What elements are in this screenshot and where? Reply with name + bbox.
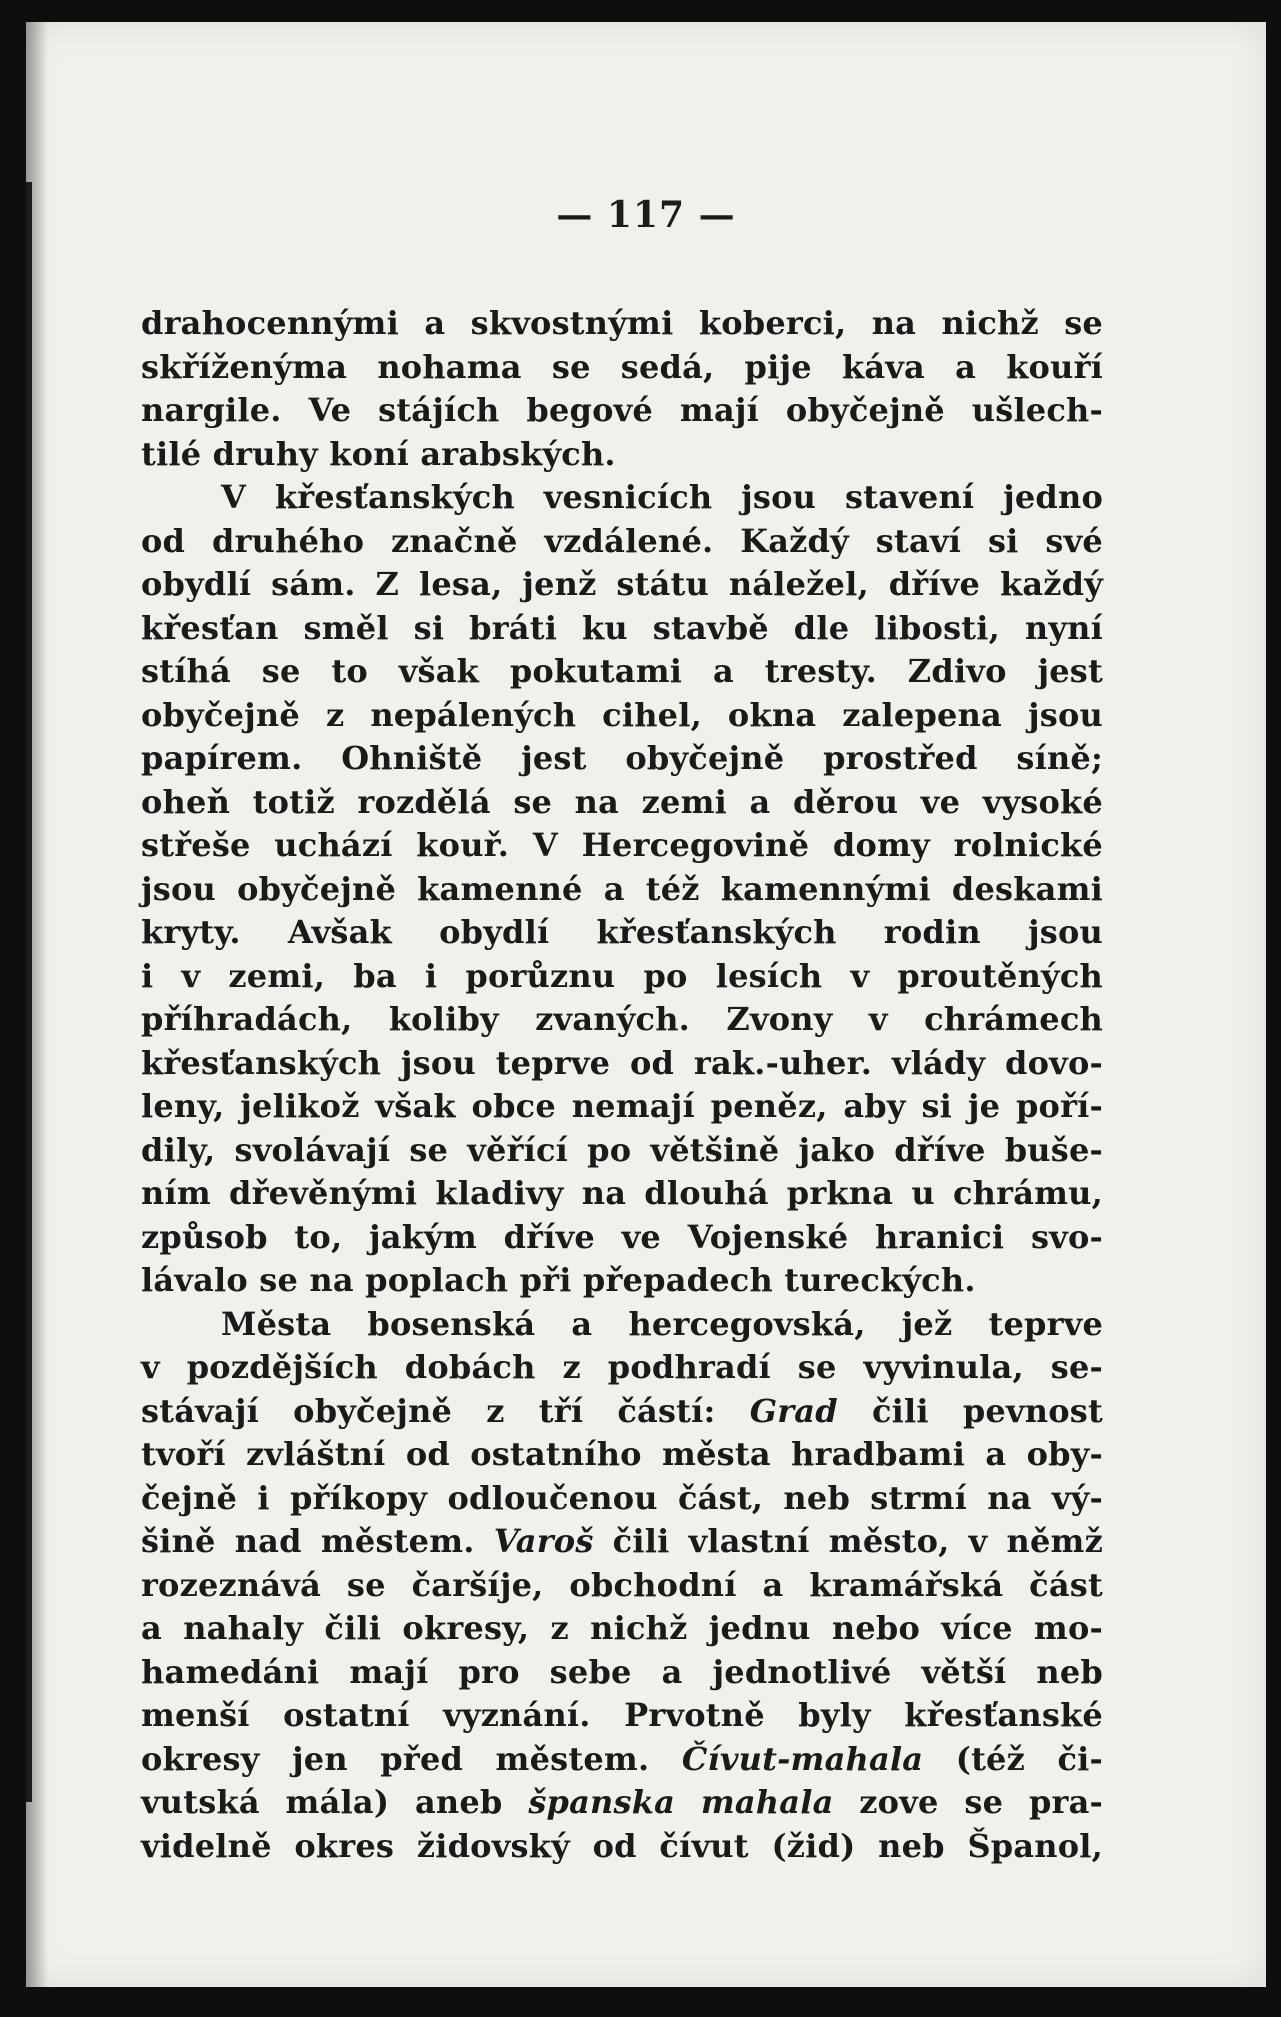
text-line-with-italic [141, 1781, 1103, 1825]
text-line-with-italic [141, 1520, 1103, 1564]
text-segment: zove se pra- [833, 1783, 1103, 1821]
text-segment: vutská mála) aneb [141, 1783, 529, 1821]
text-line: obyčejně z nepálených cihel, okna zalepena jsou [141, 695, 1103, 734]
text-line: střeše uchází kouř. V Hercegovině domy rolnické [141, 826, 1103, 864]
text-line: rozeznává se čaršíje, obchodní a kramářská část [141, 1565, 1103, 1604]
text-line: menší ostatní vyznání. Prvotně byly křesťanské [141, 1696, 1103, 1734]
text-line: čejně i příkopy odloučenou část, neb strmí na vý- [141, 1478, 1103, 1517]
text-segment: čili vlastní město, v němž [593, 1522, 1103, 1560]
text-line: skříženýma nohama se sedá, pije káva a kouří [141, 347, 1103, 386]
text-segment: (též či- [923, 1739, 1103, 1778]
text-segment: šině nad městem. [141, 1522, 494, 1560]
italic-term: španska mahala [528, 1783, 834, 1821]
text-line: jsou obyčejně kamenné a též kamennými deskami [141, 869, 1103, 908]
text-line: papírem. Ohniště jest obyčejně prostřed síně; [141, 739, 1103, 777]
text-segment: stávají obyčejně z tří částí: [141, 1391, 750, 1430]
text-line: lávalo se na poplach při přepadech tureckých. [141, 1261, 976, 1299]
text-line: dily, svolávají se věřící po většině jako dříve buše- [141, 1130, 1103, 1169]
text-line: způsob to, jakým dříve ve Vojenské hranici svo- [141, 1217, 1103, 1256]
text-line: křesťanských jsou teprve od rak.-uher. vlády dovo- [141, 1043, 1103, 1082]
text-line: nargile. Ve stájích begové mají obyčejně ušlech- [141, 391, 1103, 429]
text-line: stíhá se to však pokutami a tresty. Zdivo jest [141, 652, 1103, 690]
text-line: leny, jelikož však obce nemají peněz, aby si je poří- [141, 1087, 1103, 1125]
text-line: a nahaly čili okresy, z nichž jednu nebo více mo- [141, 1609, 1103, 1647]
italic-term: Grad [749, 1391, 838, 1430]
text-line: V křesťanských vesnicích jsou stavení jedno [221, 478, 1103, 516]
book-page [26, 22, 1266, 1987]
text-line: tilé druhy koní arabských. [141, 434, 616, 473]
text-line: i v zemi, ba i porůznu po lesích v proutěných [141, 956, 1103, 995]
spine-edge [26, 182, 32, 1802]
text-line-with-italic [141, 1738, 1103, 1782]
page-number: — 117 — [556, 194, 736, 236]
text-line: tvoří zvláštní od ostatního města hradbami a oby- [141, 1435, 1103, 1473]
italic-term: Varoš [493, 1522, 594, 1560]
text-line: od druhého značně vzdálené. Každý staví si své [141, 521, 1103, 560]
text-line: ním dřevěnými kladivy na dlouhá prkna u chrámu, [141, 1174, 1103, 1212]
text-line: Města bosenská a hercegovská, jež teprve [221, 1304, 1103, 1343]
text-line: v pozdějších dobách z podhradí se vyvinula, se- [141, 1348, 1103, 1386]
text-line: příhradách, koliby zvaných. Zvony v chrámech [141, 1000, 1103, 1038]
text-segment: okresy jen před městem. [141, 1739, 682, 1778]
text-line: oheň totiž rozdělá se na zemi a děrou ve vysoké [141, 782, 1103, 821]
text-line: drahocennými a skvostnými koberci, na nichž se [141, 304, 1103, 342]
italic-term: Čívut-mahala [681, 1739, 924, 1778]
text-line-with-italic [141, 1390, 1103, 1434]
text-line: kryty. Avšak obydlí křesťanských rodin jsou [141, 913, 1103, 951]
text-line: křesťan směl si bráti ku stavbě dle libosti, nyní [141, 608, 1103, 647]
text-segment: čili pevnost [837, 1391, 1103, 1430]
text-line: videlně okres židovský od čívut (žid) neb Španol, [141, 1826, 1103, 1865]
text-line: obydlí sám. Z lesa, jenž státu náležel, dříve každý [141, 565, 1103, 603]
text-line: hamedáni mají pro sebe a jednotlivé větší neb [141, 1652, 1103, 1691]
body-text [141, 302, 1103, 1868]
